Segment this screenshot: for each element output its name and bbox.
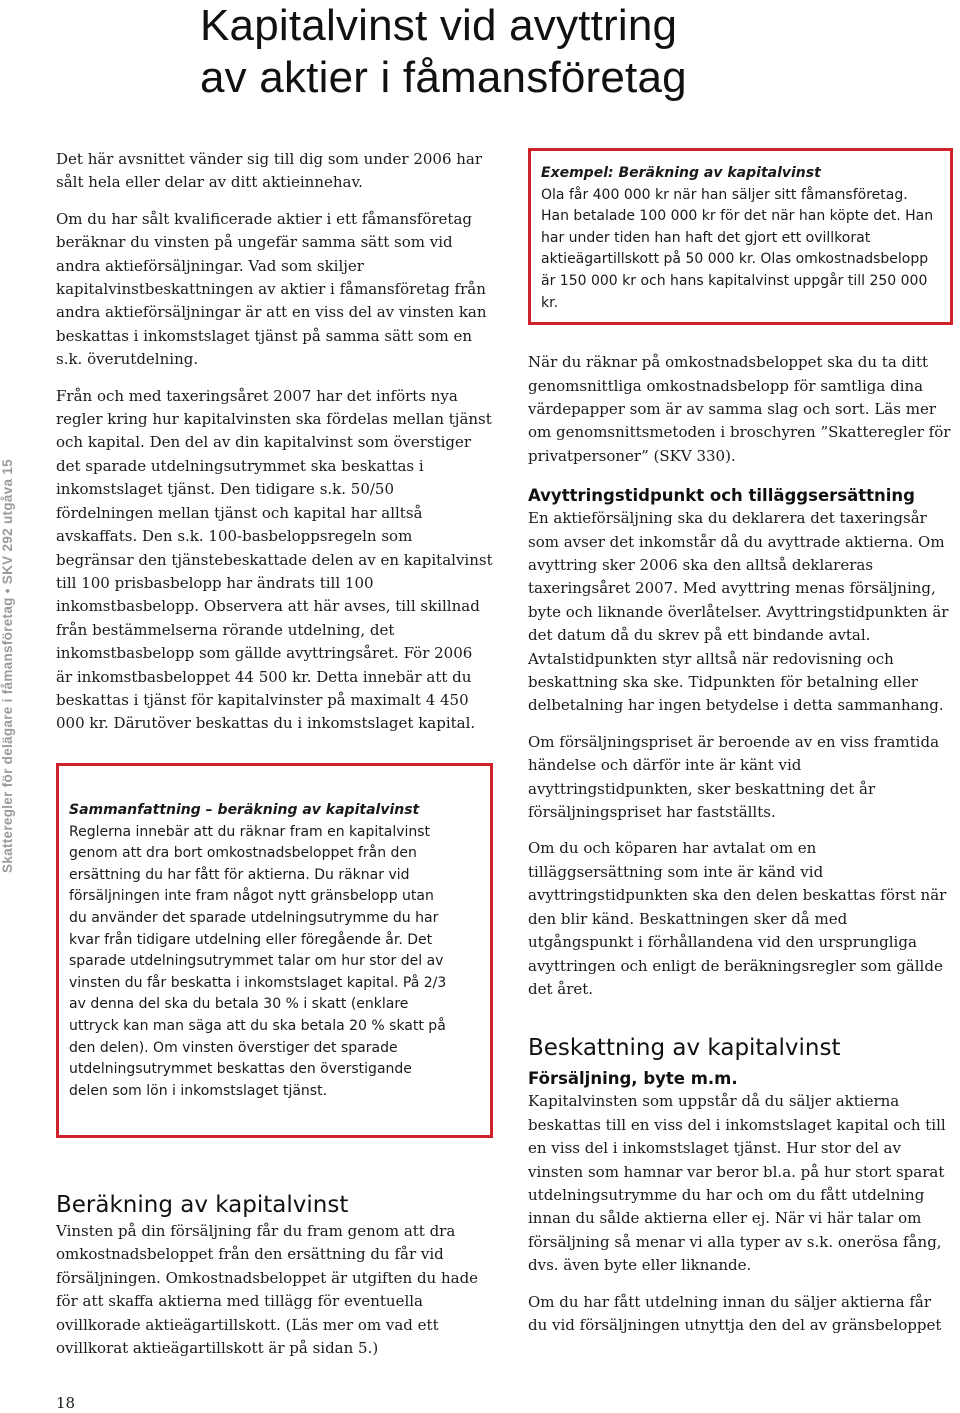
summary-heading: Sammanfattning – beräkning av kapitalvinst — [69, 802, 420, 818]
intro-paragraph: Det här avsnittet vänder sig till dig som under 2006 har sålt hela eller delar av ditt aktieinnehav. — [56, 150, 483, 192]
dividend-paragraph: Om du har fått utdelning innan du säljer aktierna får du vid försäljningen utnyttja den del av gränsbeloppet — [528, 1292, 942, 1334]
sale-exchange-heading: Försäljning, byte m.m. — [528, 1069, 738, 1089]
left-column — [56, 148, 493, 749]
calculation-paragraph: Vinsten på din försäljning får du fram genom att dra omkostnadsbeloppet från den ersättning du får vid försäljningen. Omkostnadsbeloppet är utgiften du hade för att skaffa aktierna med tillägg för eventuella ovillkorade aktieägartillskott. (Läs mer om vad ett ovillkorat aktieägartillskott är på sidan 5.) — [56, 1222, 479, 1358]
title-line-1: Kapitalvinst vid avyttring — [200, 1, 678, 50]
qualified-shares-paragraph: Om du har sålt kvalificerade aktier i ett fåmansföretag beräknar du vinsten på ungefär samma sätt som vid andra aktieförsäljningar. Vad som skiljer kapitalvinstbeskattningen av aktier i fåmansföretag från andra aktieförsäljningar är att en viss del av vinsten kan beskattas i inkomstslaget tjänst på samma sätt som en s.k. överutdelning. — [56, 209, 487, 369]
summary-box — [56, 763, 493, 1138]
page-number: 18 — [56, 1394, 76, 1412]
summary-text: Reglerna innebär att du räknar fram en kapitalvinst genom att dra bort omkostnadsbeloppet från den ersättning du har fått för aktierna. Du räknar vid försäljningen inte fram något nytt gränsbelopp utan du använder det sparade utdelningsutrymme du har kvar från tidigare utdelning eller föregående år. Det sparade utdelningsutrymmet talar om hur stor del av vinsten du får beskatta i inkomstslaget kapital. På 2/3 av denna del ska du betala 30 % i skatt (enklare uttryck kan man säga att du ska betala 20 % skatt på den delen). Om vinsten överstiger det sparade utdelningsutrymmet beskattas den överstigande delen som lön i inkomstslaget tjänst. — [69, 823, 447, 1099]
title-line-2: av aktier i fåmansföretag — [200, 53, 687, 102]
average-cost-paragraph: När du räknar på omkostnadsbeloppet ska du ta ditt genomsnittliga omkostnadsbelopp för samtliga dina värdepapper som är av samma slag och sort. Läs mer om genomsnittsmetoden i broschyren ”Skatteregler för privatpersoner” (SKV 330). — [528, 353, 951, 465]
additional-payment-paragraph: Om du och köparen har avtalat om en tilläggsersättning som inte är känd vid avyttringstidpunkten ska den delen beskattas först när den blir känd. Beskattningen sker då med utgångspunkt i förhållandena vid den ursprungliga avyttringen och enligt de beräkningsregler som gällde det året. — [528, 839, 947, 998]
page-title — [200, 0, 940, 104]
example-box — [528, 148, 953, 325]
new-rules-paragraph: Från och med taxeringsåret 2007 har det införts nya regler kring hur kapitalvinsten ska fördelas mellan tjänst och kapital. Den del av din kapitalvinst som överstiger det sparade utdelningsutrymmet ska beskattas i inkomstslaget tjänst. Den tidigare s.k. 50/50 fördelningen mellan tjänst och kapital har alltså avskaffats. Den s.k. 100-basbeloppsregeln som begränsar den tjänstebeskattade delen av en kapitalvinst till 100 prisbasbelopp har ändrats till 100 inkomstbasbelopp. Observera att här avses, till skillnad från bestämmelserna rörande utdelning, det inkomstbasbelopp som gällde avyttringsåret. För 2006 är inkomstbasbeloppet 44 500 kr. Detta innebär att du beskattas i tjänst för kapitalvinster på maximalt 4 450 000 kr. Därutöver beskattas du i inkomstslaget kapital. — [56, 386, 493, 733]
taxation-heading: Beskattning av kapitalvinst — [528, 1035, 841, 1062]
sidebar-publication-label: Skatteregler för delägare i fåmansföretag • SKV 292 utgåva 15 — [0, 459, 15, 873]
calculation-section — [56, 1192, 493, 1373]
avyttring-paragraph: En aktieförsäljning ska du deklarera det taxeringsår som avser det inkomstår då du avyttrade aktierna. Om avyttring sker 2006 ska den alltså deklareras taxeringsåret 2007. Med avyttring menas försäljning, byte och liknande överlåtelser. Avyttringstidpunkten är det datum då du skrev på ett bindande avtal. Avtalstidpunkten styr alltså när redovisning och beskattning ska ske. Tidpunkten för betalning eller delbetalning har ingen betydelse i detta sammanhang. — [528, 509, 949, 715]
example-text: Ola får 400 000 kr när han säljer sitt fåmansföretag. Han betalade 100 000 kr för det när han köpte det. Han har under tiden han haft det gjort ett ovillkorat aktieägartillskott på 50 000 kr. Olas omkostnadsbelopp är 150 000 kr och hans kapitalvinst uppgår till 250 000 kr. — [541, 186, 934, 311]
capital-gain-paragraph: Kapitalvinsten som uppstår då du säljer aktierna beskattas till en viss del i inkomstslaget kapital och till en viss del i inkomstslaget tjänst. Hur stor del av vinsten som hamnar var beror bl.a. på hur stort sparat utdelningsutrymme du har och om du fått utdelning innan du sålde aktierna eller ej. När vi här talar om försäljning så menar vi alla typer av s.k. onerösa fång, dvs. även byte eller liknande. — [528, 1092, 946, 1275]
example-heading: Exempel: Beräkning av kapitalvinst — [541, 165, 821, 181]
avyttring-heading: Avyttringstidpunkt och tilläggsersättning — [528, 486, 915, 506]
calculation-heading: Beräkning av kapitalvinst — [56, 1192, 349, 1218]
future-event-paragraph: Om försäljningspriset är beroende av en viss framtida händelse och därför inte är känt vid avyttringstidpunkten, sker beskattning det år försäljningspriset har fastställts. — [528, 732, 940, 822]
right-column — [528, 148, 953, 1350]
